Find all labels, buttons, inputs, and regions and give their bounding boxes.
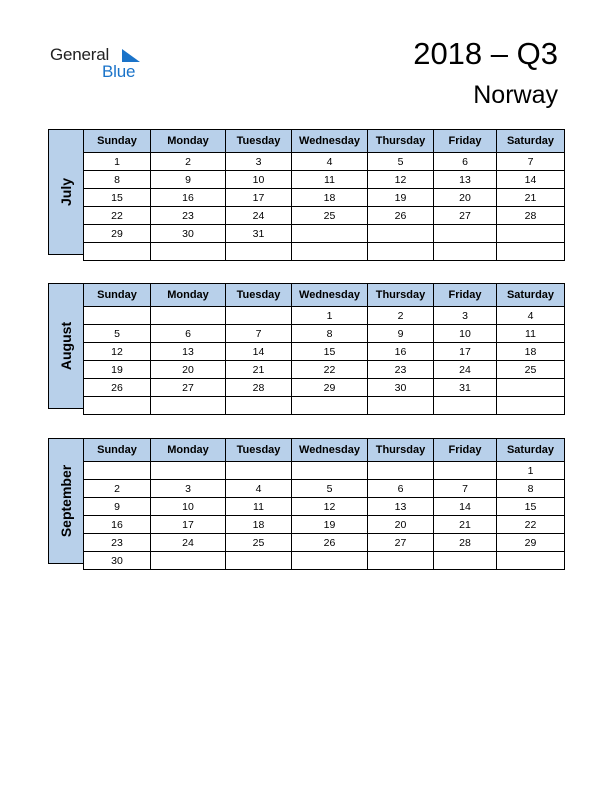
- day-cell: 25: [292, 207, 368, 225]
- day-cell: 26: [84, 379, 151, 397]
- day-cell: 14: [434, 498, 497, 516]
- weekday-header: Wednesday: [292, 130, 368, 153]
- day-cell: 26: [292, 534, 368, 552]
- day-cell: 31: [434, 379, 497, 397]
- day-cell: [151, 462, 226, 480]
- day-cell: [434, 225, 497, 243]
- day-cell: [151, 243, 226, 261]
- weekday-header: Tuesday: [226, 284, 292, 307]
- month-name: September: [58, 464, 74, 538]
- day-cell: 22: [292, 361, 368, 379]
- day-cell: 13: [368, 498, 434, 516]
- day-cell: [84, 462, 151, 480]
- day-cell: 21: [497, 189, 565, 207]
- weekday-header: Tuesday: [226, 439, 292, 462]
- week-row: [84, 361, 565, 379]
- weekday-header-row: [84, 284, 565, 307]
- day-cell: [497, 397, 565, 415]
- day-cell: 2: [84, 480, 151, 498]
- day-cell: 17: [226, 189, 292, 207]
- day-cell: 9: [151, 171, 226, 189]
- day-cell: 28: [497, 207, 565, 225]
- week-row: [84, 480, 565, 498]
- day-cell: 19: [292, 516, 368, 534]
- day-cell: 20: [434, 189, 497, 207]
- month-block-august: [48, 283, 564, 409]
- day-cell: 23: [151, 207, 226, 225]
- day-cell: 23: [84, 534, 151, 552]
- day-cell: 16: [368, 343, 434, 361]
- day-cell: 23: [368, 361, 434, 379]
- day-cell: [292, 397, 368, 415]
- day-cell: [434, 552, 497, 570]
- day-cell: 11: [292, 171, 368, 189]
- weekday-header: Monday: [151, 130, 226, 153]
- logo: [50, 44, 150, 84]
- month-block-july: [48, 129, 564, 255]
- day-cell: [84, 307, 151, 325]
- day-cell: 7: [434, 480, 497, 498]
- weekday-header: Sunday: [84, 439, 151, 462]
- day-cell: 22: [84, 207, 151, 225]
- month-calendar-table: [83, 129, 565, 261]
- day-cell: 7: [497, 153, 565, 171]
- weekday-header: Thursday: [368, 130, 434, 153]
- week-row: [84, 243, 565, 261]
- day-cell: [497, 379, 565, 397]
- day-cell: 31: [226, 225, 292, 243]
- week-row: [84, 397, 565, 415]
- day-cell: [226, 397, 292, 415]
- day-cell: [151, 552, 226, 570]
- day-cell: 20: [151, 361, 226, 379]
- week-row: [84, 462, 565, 480]
- day-cell: [434, 397, 497, 415]
- day-cell: [368, 552, 434, 570]
- day-cell: [434, 243, 497, 261]
- day-cell: [84, 243, 151, 261]
- weekday-header-row: [84, 130, 565, 153]
- day-cell: [497, 243, 565, 261]
- month-side-label: [48, 129, 84, 255]
- day-cell: 4: [497, 307, 565, 325]
- month-name: August: [58, 321, 74, 371]
- day-cell: [226, 307, 292, 325]
- day-cell: 24: [226, 207, 292, 225]
- page-title: 2018 – Q3: [413, 36, 558, 71]
- week-row: [84, 516, 565, 534]
- week-row: [84, 325, 565, 343]
- day-cell: 6: [368, 480, 434, 498]
- day-cell: 12: [84, 343, 151, 361]
- day-cell: 12: [368, 171, 434, 189]
- day-cell: [226, 462, 292, 480]
- week-row: [84, 552, 565, 570]
- day-cell: 5: [368, 153, 434, 171]
- logo-triangle-icon: [122, 49, 140, 62]
- week-row: [84, 171, 565, 189]
- weekday-header: Tuesday: [226, 130, 292, 153]
- week-row: [84, 225, 565, 243]
- weekday-header: Monday: [151, 284, 226, 307]
- week-row: [84, 307, 565, 325]
- day-cell: 2: [151, 153, 226, 171]
- day-cell: 4: [292, 153, 368, 171]
- day-cell: 10: [226, 171, 292, 189]
- month-calendar-table: [83, 283, 565, 415]
- day-cell: [151, 307, 226, 325]
- day-cell: 9: [84, 498, 151, 516]
- day-cell: 29: [292, 379, 368, 397]
- day-cell: 18: [292, 189, 368, 207]
- day-cell: 28: [434, 534, 497, 552]
- day-cell: 20: [368, 516, 434, 534]
- day-cell: 7: [226, 325, 292, 343]
- day-cell: 28: [226, 379, 292, 397]
- day-cell: 18: [226, 516, 292, 534]
- weekday-header: Friday: [434, 130, 497, 153]
- day-cell: [434, 462, 497, 480]
- day-cell: 14: [497, 171, 565, 189]
- day-cell: 27: [151, 379, 226, 397]
- day-cell: 12: [292, 498, 368, 516]
- day-cell: 15: [292, 343, 368, 361]
- week-row: [84, 534, 565, 552]
- day-cell: [368, 225, 434, 243]
- day-cell: 8: [84, 171, 151, 189]
- day-cell: 30: [151, 225, 226, 243]
- day-cell: 3: [151, 480, 226, 498]
- day-cell: 24: [434, 361, 497, 379]
- day-cell: 15: [497, 498, 565, 516]
- day-cell: 11: [226, 498, 292, 516]
- day-cell: 26: [368, 207, 434, 225]
- day-cell: 27: [434, 207, 497, 225]
- day-cell: 16: [151, 189, 226, 207]
- day-cell: 1: [497, 462, 565, 480]
- week-row: [84, 207, 565, 225]
- month-side-label: [48, 438, 84, 564]
- week-row: [84, 153, 565, 171]
- month-side-label: [48, 283, 84, 409]
- week-row: [84, 343, 565, 361]
- weekday-header: Wednesday: [292, 284, 368, 307]
- day-cell: [497, 552, 565, 570]
- weekday-header: Friday: [434, 439, 497, 462]
- day-cell: 25: [226, 534, 292, 552]
- weekday-header: Friday: [434, 284, 497, 307]
- day-cell: 29: [497, 534, 565, 552]
- country-name: Norway: [473, 81, 558, 109]
- day-cell: [292, 552, 368, 570]
- day-cell: 2: [368, 307, 434, 325]
- day-cell: 25: [497, 361, 565, 379]
- day-cell: [368, 243, 434, 261]
- day-cell: [497, 225, 565, 243]
- month-block-september: [48, 438, 564, 567]
- day-cell: [292, 225, 368, 243]
- weekday-header: Saturday: [497, 130, 565, 153]
- logo-blue-text: Blue: [102, 62, 136, 81]
- day-cell: 21: [226, 361, 292, 379]
- day-cell: 1: [292, 307, 368, 325]
- day-cell: 24: [151, 534, 226, 552]
- day-cell: 27: [368, 534, 434, 552]
- day-cell: [84, 397, 151, 415]
- day-cell: 13: [434, 171, 497, 189]
- month-calendar-table: [83, 438, 565, 570]
- day-cell: [292, 243, 368, 261]
- logo-general-text: General: [50, 45, 110, 64]
- day-cell: 9: [368, 325, 434, 343]
- day-cell: 22: [497, 516, 565, 534]
- day-cell: 17: [151, 516, 226, 534]
- month-name: July: [58, 177, 74, 207]
- day-cell: [226, 552, 292, 570]
- day-cell: 5: [84, 325, 151, 343]
- day-cell: 10: [434, 325, 497, 343]
- day-cell: [368, 397, 434, 415]
- day-cell: 17: [434, 343, 497, 361]
- day-cell: 16: [84, 516, 151, 534]
- day-cell: [226, 243, 292, 261]
- week-row: [84, 498, 565, 516]
- day-cell: 8: [292, 325, 368, 343]
- day-cell: 6: [434, 153, 497, 171]
- day-cell: 1: [84, 153, 151, 171]
- day-cell: [368, 462, 434, 480]
- day-cell: [151, 397, 226, 415]
- week-row: [84, 379, 565, 397]
- day-cell: 8: [497, 480, 565, 498]
- day-cell: 19: [368, 189, 434, 207]
- day-cell: 5: [292, 480, 368, 498]
- day-cell: 30: [84, 552, 151, 570]
- day-cell: 3: [434, 307, 497, 325]
- day-cell: 29: [84, 225, 151, 243]
- weekday-header: Monday: [151, 439, 226, 462]
- day-cell: 18: [497, 343, 565, 361]
- day-cell: 21: [434, 516, 497, 534]
- day-cell: 11: [497, 325, 565, 343]
- day-cell: 14: [226, 343, 292, 361]
- weekday-header-row: [84, 439, 565, 462]
- day-cell: 4: [226, 480, 292, 498]
- day-cell: 19: [84, 361, 151, 379]
- day-cell: 10: [151, 498, 226, 516]
- weekday-header: Sunday: [84, 284, 151, 307]
- day-cell: 3: [226, 153, 292, 171]
- day-cell: [292, 462, 368, 480]
- weekday-header: Wednesday: [292, 439, 368, 462]
- day-cell: 30: [368, 379, 434, 397]
- day-cell: 6: [151, 325, 226, 343]
- day-cell: 15: [84, 189, 151, 207]
- weekday-header: Saturday: [497, 439, 565, 462]
- week-row: [84, 189, 565, 207]
- weekday-header: Thursday: [368, 284, 434, 307]
- weekday-header: Sunday: [84, 130, 151, 153]
- day-cell: 13: [151, 343, 226, 361]
- weekday-header: Saturday: [497, 284, 565, 307]
- weekday-header: Thursday: [368, 439, 434, 462]
